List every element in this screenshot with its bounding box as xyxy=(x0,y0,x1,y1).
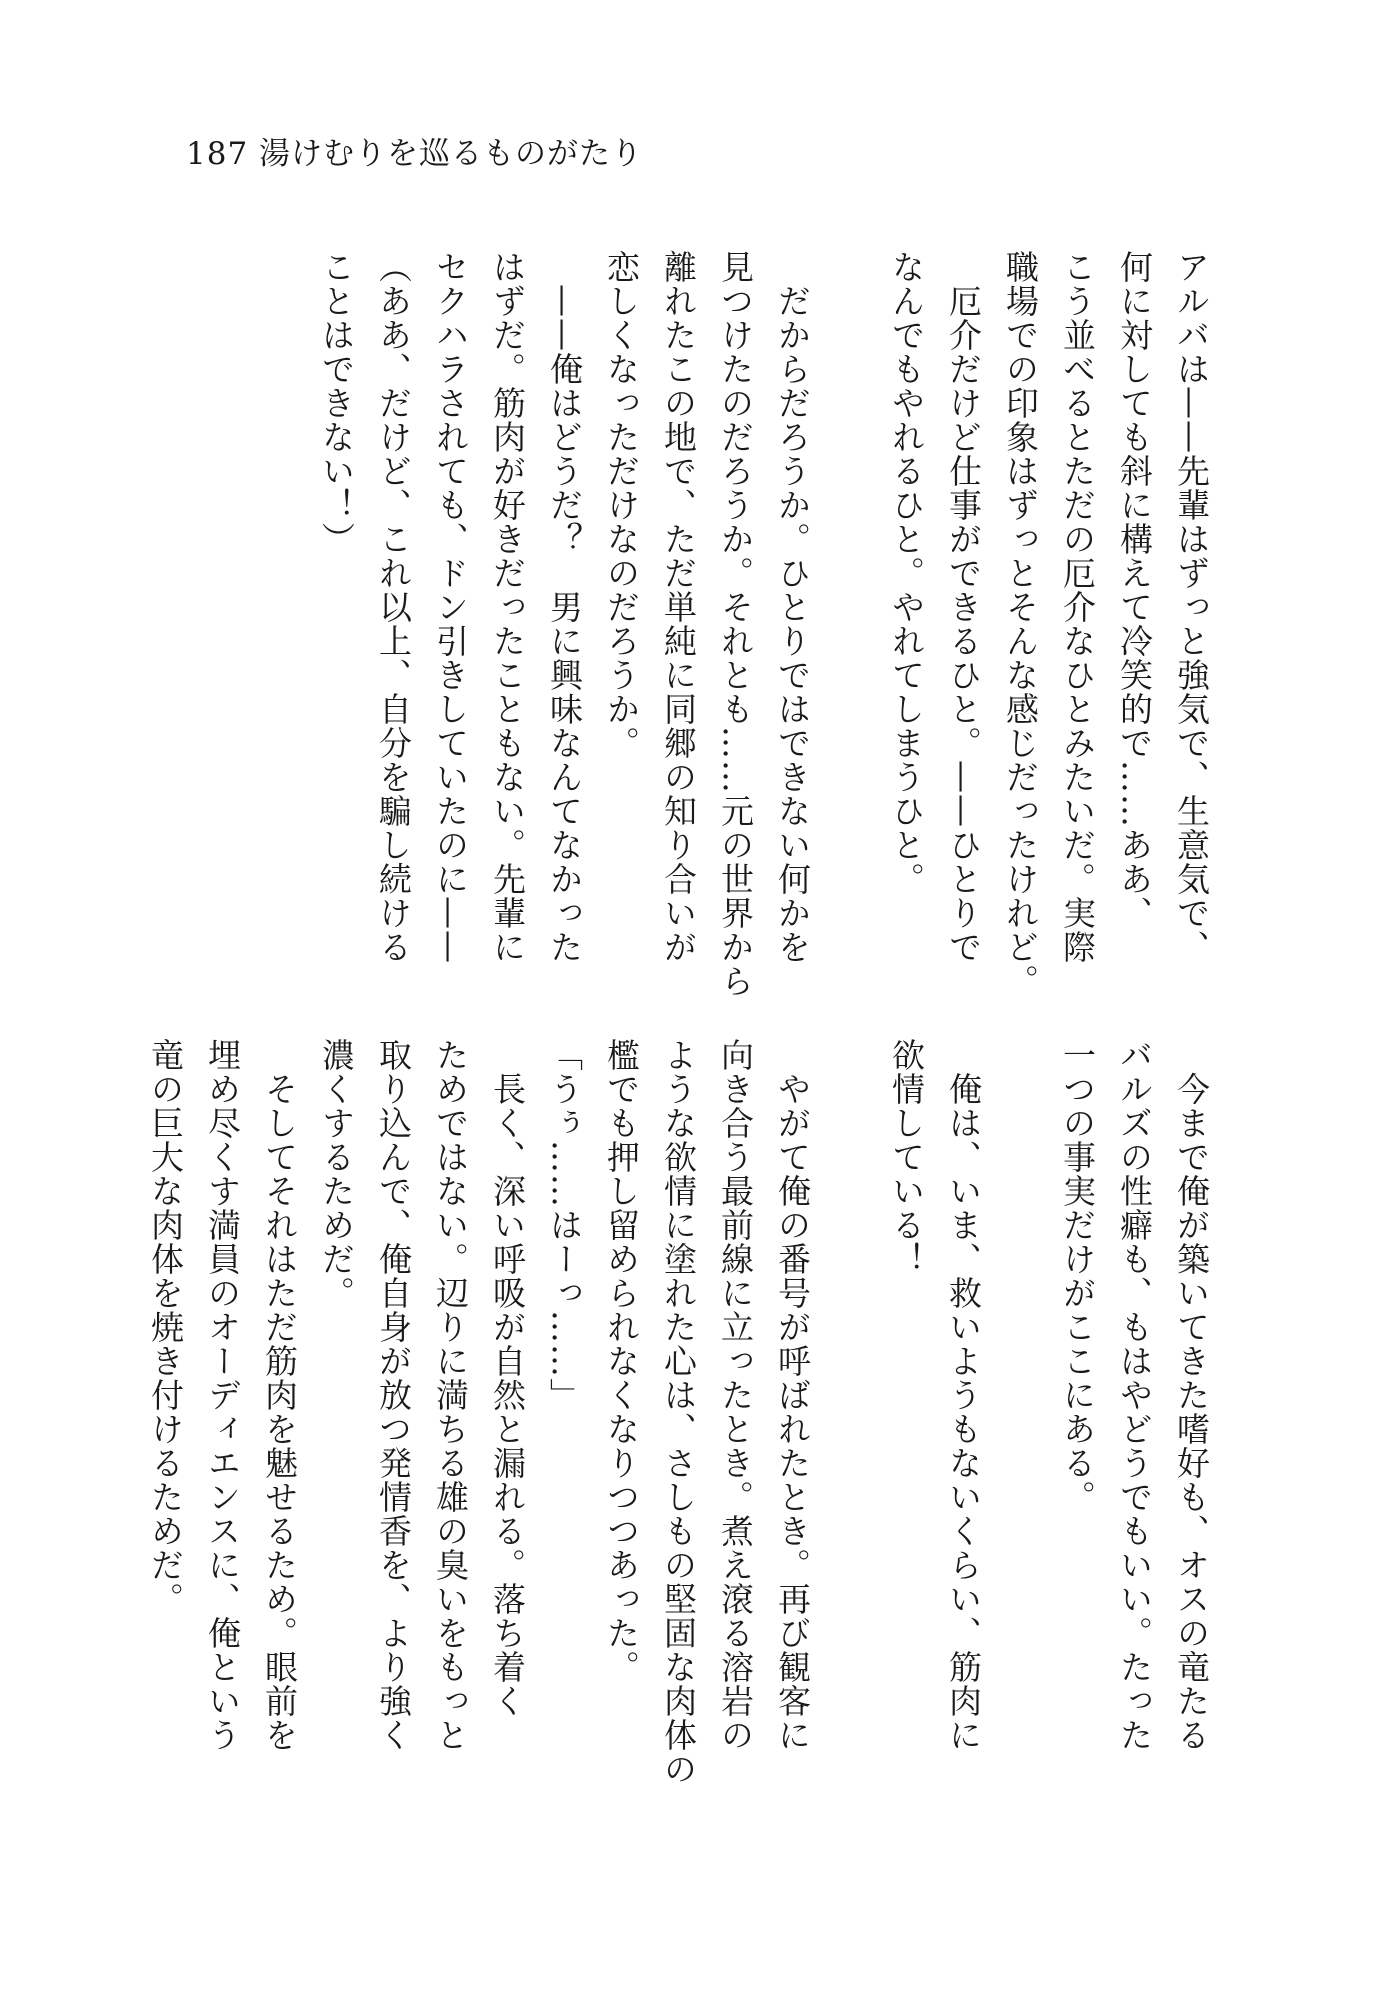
text-line: バルズの性癖も、もはやどうでもいい。たった xyxy=(1115,1038,1154,1752)
text-line: ような欲情に塗れた心は、さしもの堅固な肉体の xyxy=(659,1038,698,1786)
upper-text-block xyxy=(180,250,1220,1050)
text-line: 厄介だけど仕事ができるひと。——ひとりで xyxy=(944,250,983,964)
text-line: 取り込んで、俺自身が放つ発情香を、より強く xyxy=(374,1038,413,1752)
text-line: 「うぅ……はーっ……」 xyxy=(545,1038,584,1412)
running-title: 湯けむりを巡るものがたり xyxy=(259,136,644,172)
text-line: 一つの事実だけがここにある。 xyxy=(1058,1038,1097,1514)
text-line: やがて俺の番号が呼ばれたとき。再び観客に xyxy=(773,1038,812,1752)
text-line: 今まで俺が築いてきた嗜好も、オスの竜たる xyxy=(1172,1038,1211,1752)
lower-text-block xyxy=(146,1038,1220,1838)
text-line: 檻でも押し留められなくなりつつあった。 xyxy=(602,1038,641,1684)
text-line: セクハラされても、ドン引きしていたのに—— xyxy=(431,250,470,964)
text-line: はずだ。筋肉が好きだったこともない。先輩に xyxy=(488,250,527,964)
text-line: ためではない。辺りに満ちる雄の臭いをもっと xyxy=(431,1038,470,1752)
text-line: 濃くするためだ。 xyxy=(317,1038,356,1310)
text-line: 俺は、いま、救いようもないくらい、筋肉に xyxy=(944,1038,983,1752)
paragraph-gap xyxy=(821,1038,878,1838)
text-line: （ああ、だけど、これ以上、自分を騙し続ける xyxy=(374,250,413,964)
text-line: アルバは——先輩はずっと強気で、生意気で、 xyxy=(1172,250,1211,964)
page-number: 187 xyxy=(186,136,249,172)
text-line: こう並べるとただの厄介なひとみたいだ。実際 xyxy=(1058,250,1097,964)
text-line: そしてそれはただ筋肉を魅せるため。眼前を xyxy=(260,1038,299,1752)
text-line: 長く、深い呼吸が自然と漏れる。落ち着く xyxy=(488,1038,527,1718)
text-line: 何に対しても斜に構えて冷笑的で……ああ、 xyxy=(1115,250,1154,930)
text-line: 欲情している！ xyxy=(887,1038,926,1276)
text-line: だからだろうか。ひとりではできない何かを xyxy=(773,250,812,964)
text-line: ——俺はどうだ？ 男に興味なんてなかった xyxy=(545,250,584,964)
paragraph-gap xyxy=(821,250,878,1050)
text-line: ことはできない！） xyxy=(317,250,356,556)
paragraph-gap xyxy=(992,1038,1049,1838)
text-line: 埋め尽くす満員のオーディエンスに、俺という xyxy=(203,1038,242,1752)
page-header xyxy=(186,128,643,173)
text-line: 恋しくなっただけなのだろうか。 xyxy=(602,250,641,760)
text-line: 向き合う最前線に立ったとき。煮え滾る溶岩の xyxy=(716,1038,755,1752)
text-line: 竜の巨大な肉体を焼き付けるためだ。 xyxy=(146,1038,185,1616)
text-line: 職場での印象はずっとそんな感じだったけれど。 xyxy=(1001,250,1040,998)
text-line: 見つけたのだろうか。それとも……元の世界から xyxy=(716,250,755,998)
text-line: なんでもやれるひと。やれてしまうひと。 xyxy=(887,250,926,896)
text-line: 離れたこの地で、ただ単純に同郷の知り合いが xyxy=(659,250,698,964)
